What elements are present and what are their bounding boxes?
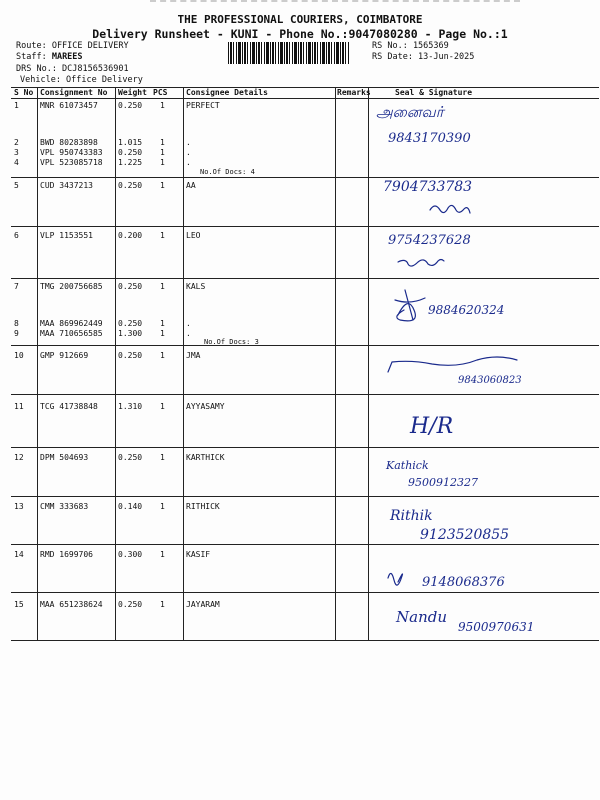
docs-count: No.Of Docs: 3 [204,338,259,346]
signature-phone: 9884620324 [428,303,505,317]
signature-name: Rithik [390,508,433,524]
cell-weight: 0.250 [118,181,143,190]
cell-consignee: AYYASAMY [186,402,225,411]
signature-name: Kathick [386,459,429,472]
vehicle-label: Vehicle: Office Delivery [20,75,143,85]
col-header-consignment: Consignment No [40,88,108,97]
route-label: Route: OFFICE DELIVERY [16,41,129,51]
cell-weight: 0.250 [118,600,143,609]
col-header-signature: Seal & Signature [395,88,473,97]
docs-count: No.Of Docs: 4 [200,168,255,176]
cell-sno: 10 [14,351,24,360]
cell-pcs: 1 [160,158,165,167]
cell-sno: 1 [14,101,19,110]
rs-date: RS Date: 13-Jun-2025 [372,52,475,62]
cell-weight: 0.250 [118,148,143,157]
cell-consignee: JMA [186,351,201,360]
cell-sno: 13 [14,502,24,511]
cell-consignment: MAA 869962449 [40,319,103,328]
rs-number: RS No.: 1565369 [372,41,449,51]
signature-phone: 9843170390 [388,131,471,146]
staff-name: MAREES [51,52,83,62]
signature-tamil: அனைவர் [376,103,444,121]
cell-pcs: 1 [160,600,165,609]
cell-weight: 0.250 [118,282,143,291]
signature-scribble [395,290,425,321]
cell-sno: 14 [14,550,24,559]
cell-consignment: VPL 523085718 [40,158,103,167]
company-title: THE PROFESSIONAL COURIERS, COIMBATORE [177,13,423,26]
cell-sno: 11 [14,402,24,411]
col-header-sno: S No [14,88,34,97]
col-header-remarks: Remarks [337,88,371,97]
signature-phone: 9148068376 [422,575,505,590]
cell-weight: 0.140 [118,502,143,511]
cell-consignment: TCG 41738848 [40,402,98,411]
cell-pcs: 1 [160,101,165,110]
cell-pcs: 1 [160,319,165,328]
cell-sno: 3 [14,148,19,157]
signature-scribble [388,357,517,372]
cell-pcs: 1 [160,138,165,147]
cell-weight: 1.300 [118,329,143,338]
signature-phone: 9843060823 [458,375,522,386]
cell-consignee: PERFECT [186,101,220,110]
cell-pcs: 1 [160,329,165,338]
cell-weight: 0.300 [118,550,143,559]
cell-sno: 15 [14,600,24,609]
cell-sno: 2 [14,138,19,147]
signature-phone: 9500912327 [408,476,478,489]
cell-consignee: KASIF [186,550,211,559]
runsheet-title: Delivery Runsheet - KUNI - Phone No.:9047080280 - Page No.:1 [92,27,508,41]
cell-consignment: VLP 1153551 [40,231,93,240]
drs-number: DRS No.: DCJ8156536901 [16,64,129,74]
cell-sno: 5 [14,181,19,190]
cell-weight: 1.225 [118,158,143,167]
signature-scribble [398,260,444,267]
cell-pcs: 1 [160,453,165,462]
cell-weight: 0.250 [118,319,143,328]
cell-consignee: . [186,319,191,328]
signature-scribble [430,205,470,213]
col-header-pcs: PCS [153,88,168,97]
signature-phone: 9754237628 [388,233,471,248]
cell-pcs: 1 [160,351,165,360]
cell-consignment: BWD 80283898 [40,138,98,147]
cell-consignee: JAYARAM [186,600,220,609]
cell-consignee: KALS [186,282,206,291]
cell-consignee: . [186,158,191,167]
signature-phone: 7904733783 [383,179,473,195]
signature-initials: H/R [410,414,454,439]
signature-phone: 9123520855 [420,527,510,543]
cell-pcs: 1 [160,181,165,190]
signature-scribble [388,573,403,585]
cell-weight: 0.250 [118,351,143,360]
cell-consignment: TMG 200756685 [40,282,103,291]
cell-consignee: . [186,138,191,147]
cell-consignee: AA [186,181,196,190]
cell-consignment: VPL 950743383 [40,148,103,157]
cell-pcs: 1 [160,148,165,157]
cell-consignee: . [186,148,191,157]
cell-pcs: 1 [160,550,165,559]
cell-pcs: 1 [160,502,165,511]
cell-sno: 9 [14,329,19,338]
cell-weight: 0.250 [118,101,143,110]
col-header-consignee: Consignee Details [186,88,268,97]
cell-sno: 12 [14,453,24,462]
cell-consignee: LEO [186,231,201,240]
signature-phone: 9500970631 [458,620,535,634]
cell-consignment: RMD 1699706 [40,550,93,559]
col-header-weight: Weight [118,88,147,97]
cell-pcs: 1 [160,402,165,411]
cell-consignment: MAA 651238624 [40,600,103,609]
cell-weight: 0.200 [118,231,143,240]
signature-name: Nandu [396,608,447,626]
cell-consignee: KARTHICK [186,453,225,462]
cell-consignment: MAA 710656585 [40,329,103,338]
cell-weight: 1.015 [118,138,143,147]
cell-consignee: . [186,329,191,338]
cell-weight: 1.310 [118,402,143,411]
cell-consignment: MNR 61073457 [40,101,98,110]
cell-consignment: DPM 504693 [40,453,89,462]
cell-consignee: RITHICK [186,502,220,511]
cell-pcs: 1 [160,231,165,240]
cell-sno: 4 [14,158,19,167]
cell-sno: 8 [14,319,19,328]
cell-consignment: GMP 912669 [40,351,89,360]
cell-sno: 6 [14,231,19,240]
cell-weight: 0.250 [118,453,143,462]
staff-label: Staff: [16,52,52,62]
cell-sno: 7 [14,282,19,291]
cell-consignment: CUD 3437213 [40,181,93,190]
cell-consignment: CMM 333683 [40,502,89,511]
cell-pcs: 1 [160,282,165,291]
